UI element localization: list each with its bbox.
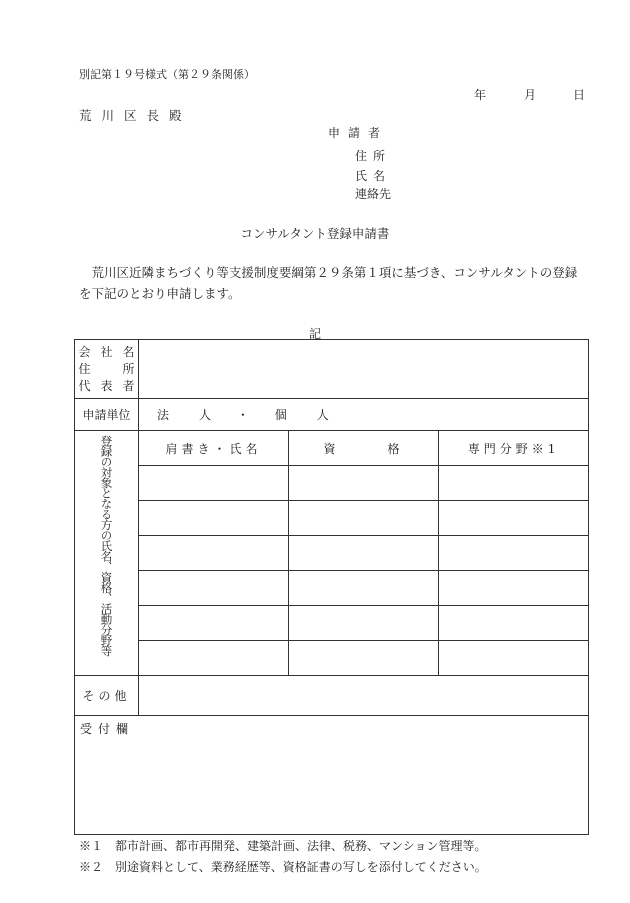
- registrant-name-cell[interactable]: [139, 571, 289, 606]
- applicant-unit-label: 申請単位: [75, 399, 139, 431]
- company-address-label: 住 所: [78, 361, 135, 376]
- applicant-name-label: 氏名: [355, 169, 392, 183]
- date-day-label: 日: [573, 88, 586, 102]
- registrant-specialty-cell[interactable]: [439, 466, 589, 501]
- registrant-row: [75, 571, 589, 606]
- registrant-specialty-cell[interactable]: [439, 501, 589, 536]
- registrant-row: [75, 536, 589, 571]
- applicant-contact-label: 連絡先: [355, 187, 392, 201]
- applicant-unit-row: [75, 399, 589, 431]
- footnote-1: ※１ 都市計画、都市再開発、建築計画、法律、税務、マンション管理等。: [79, 839, 487, 853]
- applicant-address-label: 住所: [355, 149, 392, 163]
- registrant-label-cell: [75, 431, 139, 676]
- registrant-qualification-cell[interactable]: [289, 571, 439, 606]
- form-number: 別記第１９号様式（第２９条関係）: [79, 68, 255, 81]
- reception-row: [75, 716, 589, 835]
- column-qualification: 資 格: [289, 431, 439, 466]
- registrant-row: [75, 501, 589, 536]
- date-month-label: 月: [524, 88, 537, 102]
- date-year-label: 年: [474, 88, 487, 102]
- registrant-label: 登録の対象となる方の氏名、資格、活動分野等: [99, 435, 114, 656]
- company-label-cell: [75, 340, 139, 399]
- company-name-label: 会社名: [78, 344, 135, 359]
- registrant-name-cell[interactable]: [139, 501, 289, 536]
- registrant-name-cell[interactable]: [139, 536, 289, 571]
- ki-heading: 記: [308, 327, 321, 341]
- unit-option-individual[interactable]: 個 人: [274, 408, 331, 422]
- date-line: [474, 86, 585, 103]
- registrant-qualification-cell[interactable]: [289, 606, 439, 641]
- registrant-row: [75, 606, 589, 641]
- registrant-header-row: [75, 431, 589, 466]
- registrant-name-cell[interactable]: [139, 641, 289, 676]
- addressee: 荒川区長殿: [79, 108, 192, 123]
- company-row: [75, 340, 589, 399]
- registrant-qualification-cell[interactable]: [289, 536, 439, 571]
- unit-option-separator: ・: [236, 408, 251, 422]
- registrant-qualification-cell[interactable]: [289, 466, 439, 501]
- registrant-qualification-cell[interactable]: [289, 641, 439, 676]
- unit-option-corporation[interactable]: 法 人: [157, 408, 214, 422]
- company-representative-label: 代表者: [78, 378, 135, 393]
- registrant-row: [75, 641, 589, 676]
- footnote-2: ※２ 別途資料として、業務経歴等、資格証書の写しを添付してください。: [79, 860, 487, 874]
- application-table: [74, 339, 589, 835]
- applicant-unit-options: [139, 399, 589, 431]
- registrant-specialty-cell[interactable]: [439, 571, 589, 606]
- registrant-specialty-cell[interactable]: [439, 606, 589, 641]
- registrant-specialty-cell[interactable]: [439, 641, 589, 676]
- registrant-specialty-cell[interactable]: [439, 536, 589, 571]
- registrant-row: [75, 466, 589, 501]
- other-row: [75, 676, 589, 716]
- other-input-cell[interactable]: [139, 676, 589, 716]
- company-input-cell[interactable]: [139, 340, 589, 399]
- body-text: 荒川区近隣まちづくり等支援制度要綱第２９条第１項に基づき、コンサルタントの登録を下記のとおり申請します。: [79, 265, 578, 301]
- column-title-name: 肩書き・氏名: [139, 431, 289, 466]
- registrant-qualification-cell[interactable]: [289, 501, 439, 536]
- reception-label: 受付欄: [75, 716, 589, 835]
- document-title: コンサルタント登録申請書: [240, 226, 390, 241]
- registrant-name-cell[interactable]: [139, 606, 289, 641]
- applicant-heading: 申請者: [328, 126, 389, 140]
- column-specialty: 専門分野※1: [439, 431, 589, 466]
- other-label: その他: [75, 676, 139, 716]
- registrant-name-cell[interactable]: [139, 466, 289, 501]
